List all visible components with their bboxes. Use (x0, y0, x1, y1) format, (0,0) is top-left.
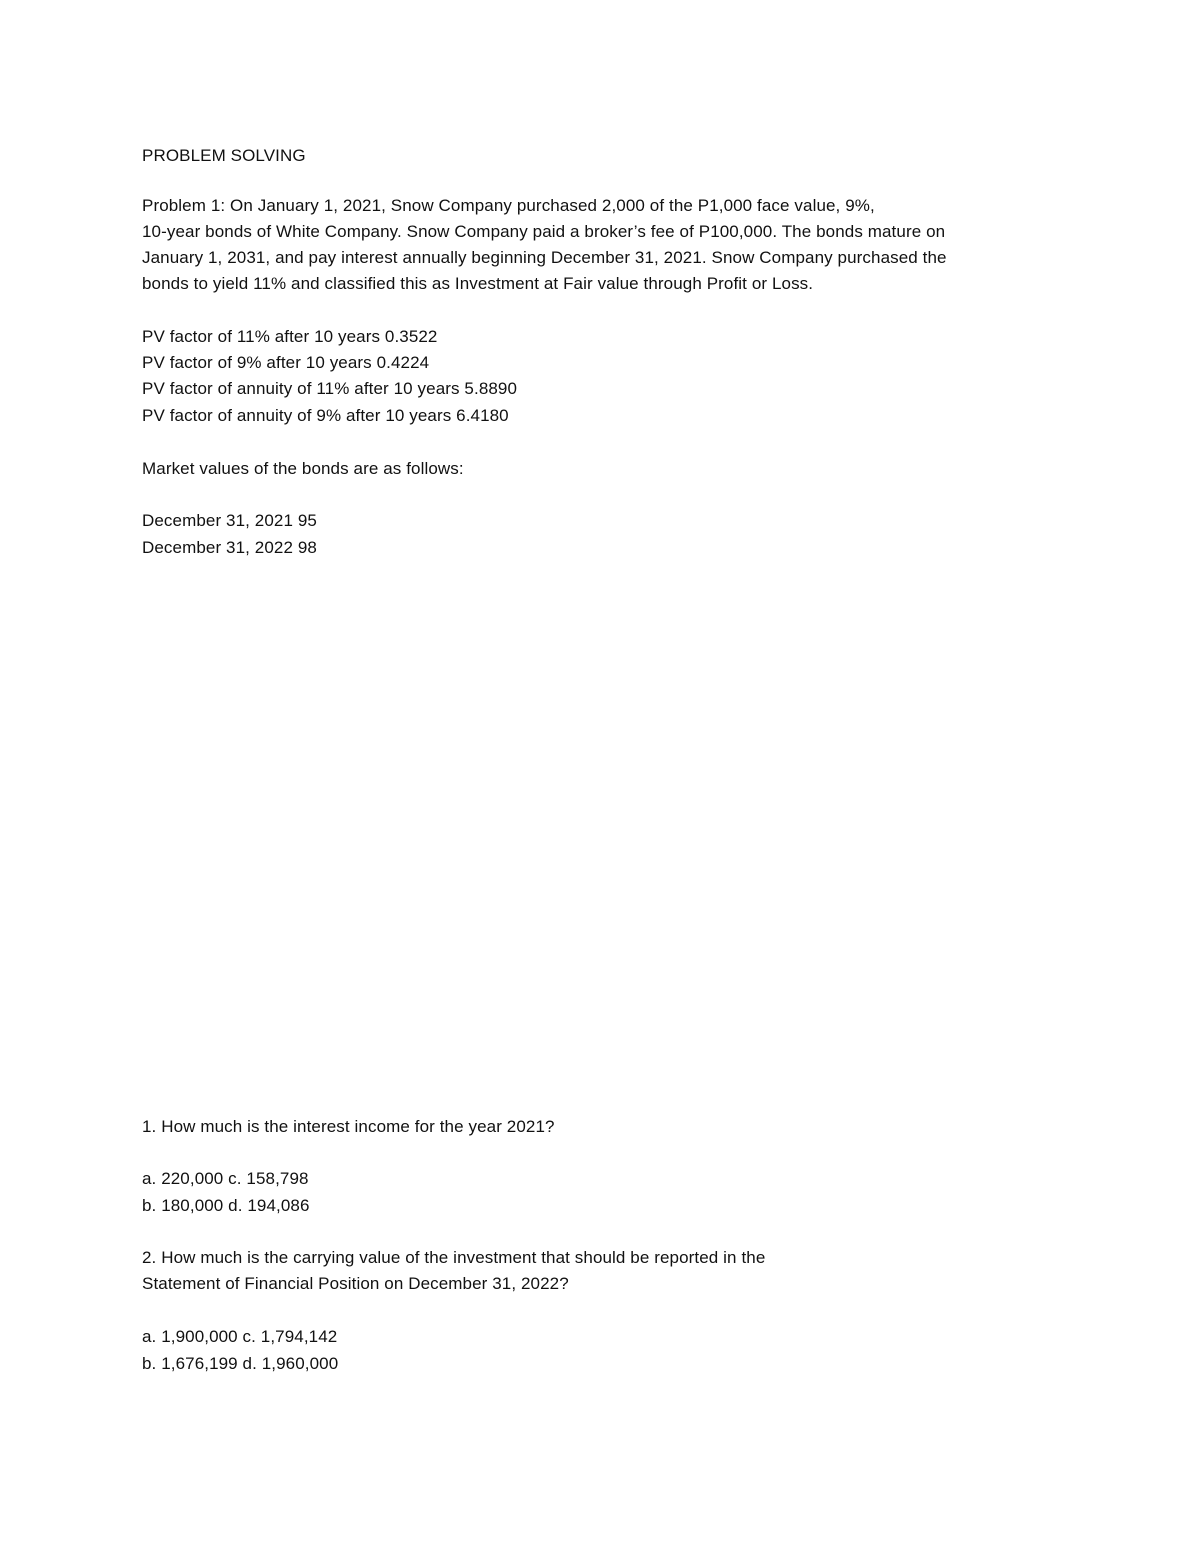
question-1-option-line: b. 180,000 d. 194,086 (142, 1196, 310, 1215)
problem-text-line: 10-year bonds of White Company. Snow Company paid a broker’s fee of P100,000. The bonds mature on (142, 222, 946, 241)
problem-text-line: bonds to yield 11% and classified this as Investment at Fair value through Profit or Loss. (142, 274, 814, 293)
question-2-text: 2. How much is the carrying value of the investment that should be reported in the (142, 1248, 766, 1267)
problem-text-line: January 1, 2031, and pay interest annually beginning December 31, 2021. Snow Company purchased the (142, 248, 947, 267)
market-value-line: December 31, 2022 98 (142, 538, 317, 557)
pv-factor-line: PV factor of 9% after 10 years 0.4224 (142, 353, 430, 372)
question-1-text: 1. How much is the interest income for the year 2021? (142, 1117, 555, 1136)
pv-factor-line: PV factor of annuity of 9% after 10 years 6.4180 (142, 406, 509, 425)
question-2-text: Statement of Financial Position on December 31, 2022? (142, 1274, 569, 1293)
page-heading: PROBLEM SOLVING (142, 146, 306, 165)
problem-text-line: Problem 1: On January 1, 2021, Snow Company purchased 2,000 of the P1,000 face value, 9%, (142, 196, 875, 215)
question-1-option-line: a. 220,000 c. 158,798 (142, 1169, 309, 1188)
question-2-option-line: b. 1,676,199 d. 1,960,000 (142, 1354, 339, 1373)
pv-factor-line: PV factor of 11% after 10 years 0.3522 (142, 327, 438, 346)
pv-factor-line: PV factor of annuity of 11% after 10 years 5.8890 (142, 379, 518, 398)
market-value-line: December 31, 2021 95 (142, 511, 317, 530)
market-values-intro: Market values of the bonds are as follows: (142, 459, 464, 478)
question-2-option-line: a. 1,900,000 c. 1,794,142 (142, 1327, 338, 1346)
